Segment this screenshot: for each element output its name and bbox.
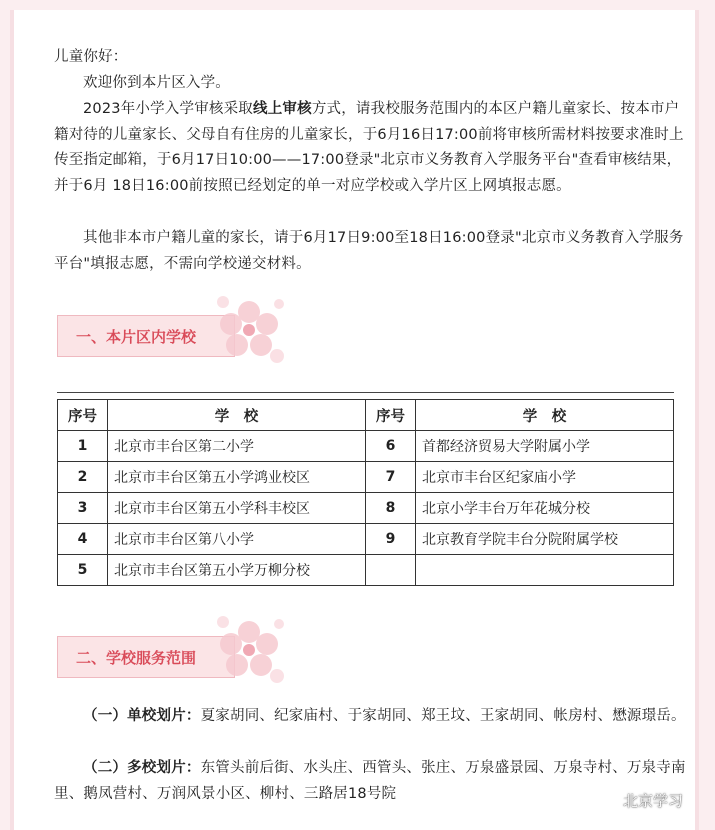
schools-table: [57, 399, 674, 586]
blossom-icon: [209, 610, 289, 690]
row-no: 5: [58, 555, 108, 586]
row-no: 3: [58, 493, 108, 524]
school-name: 北京教育学院丰台分院附属学校: [416, 524, 674, 555]
school-name: 北京市丰台区第五小学鸿业校区: [108, 462, 366, 493]
table-top-rule: [57, 392, 674, 393]
section-title-schools: 一、本片区内学校: [76, 328, 197, 346]
section-title-range: 二、学校服务范围: [76, 649, 197, 667]
col-school-header-2: 学 校: [416, 400, 674, 431]
table-row: [58, 431, 674, 462]
col-no-header: 序号: [58, 400, 108, 431]
single-school-range: [54, 704, 690, 730]
row-no: 4: [58, 524, 108, 555]
school-name: 北京市丰台区第二小学: [108, 431, 366, 462]
table-row: [58, 524, 674, 555]
other-parents-paragraph: 其他非本市户籍儿童的家长，请于6月17日9:00至18日16:00登录"北京市义务教育入学服务平台"填报志愿，不需向学校递交材料。: [54, 230, 684, 272]
row-no: [366, 555, 416, 586]
col-school-header: 学 校: [108, 400, 366, 431]
review-text-b: 方式，请我校服务范围内的本区户籍儿童家长、按本市户籍对待的儿童家长、父母自有住房的儿童家长，于6月16日17:00前将审核所需材料按要求准时上传至指定邮箱，于6月17日10:00——17:00登录"北京市义务教育入学服务平台"查看审核结果，并于6月 18日16:00前按照已经划定的单一对应学校或入学片区上网填报志愿。: [54, 101, 684, 194]
row-no: 1: [58, 431, 108, 462]
school-name: 北京小学丰台万年花城分校: [416, 493, 674, 524]
welcome-paragraph: 欢迎你到本片区入学。: [83, 75, 230, 91]
row-no: 8: [366, 493, 416, 524]
school-name: 北京市丰台区纪家庙小学: [416, 462, 674, 493]
school-name: [416, 555, 674, 586]
school-name: 北京市丰台区第五小学万柳分校: [108, 555, 366, 586]
watermark-text: 北京学习: [622, 792, 683, 810]
row-no: 7: [366, 462, 416, 493]
col-no-header-2: 序号: [366, 400, 416, 431]
watermark: [598, 790, 683, 811]
row-no: 6: [366, 431, 416, 462]
review-paragraph: [54, 97, 690, 199]
multi-school-label: （二）多校划片：: [83, 760, 201, 776]
article-page: [10, 10, 699, 830]
multi-school-range: [54, 756, 690, 807]
table-row: [58, 555, 674, 586]
wechat-icon: [598, 793, 618, 809]
school-name: 北京市丰台区第八小学: [108, 524, 366, 555]
row-no: 2: [58, 462, 108, 493]
table-row: [58, 462, 674, 493]
table-row: [58, 493, 674, 524]
table-header-row: [58, 400, 674, 431]
blossom-icon: [209, 290, 289, 370]
greeting-text: 儿童你好：: [54, 49, 128, 65]
multi-school-text: 东管头前后街、水头庄、西管头、张庄、万泉盛景园、万泉寺村、万泉寺南里、鹅凤营村、万润风景小区、柳村、三路居18号院: [54, 760, 686, 802]
row-no: 9: [366, 524, 416, 555]
single-school-label: （一）单校划片：: [83, 708, 201, 724]
review-text-bold: 线上审核: [253, 101, 312, 117]
school-name: 首都经济贸易大学附属小学: [416, 431, 674, 462]
school-name: 北京市丰台区第五小学科丰校区: [108, 493, 366, 524]
review-text-a: 2023年小学入学审核采取: [83, 101, 254, 117]
single-school-text: 夏家胡同、纪家庙村、于家胡同、郑王坟、王家胡同、帐房村、懋源璟岳。: [200, 708, 686, 724]
